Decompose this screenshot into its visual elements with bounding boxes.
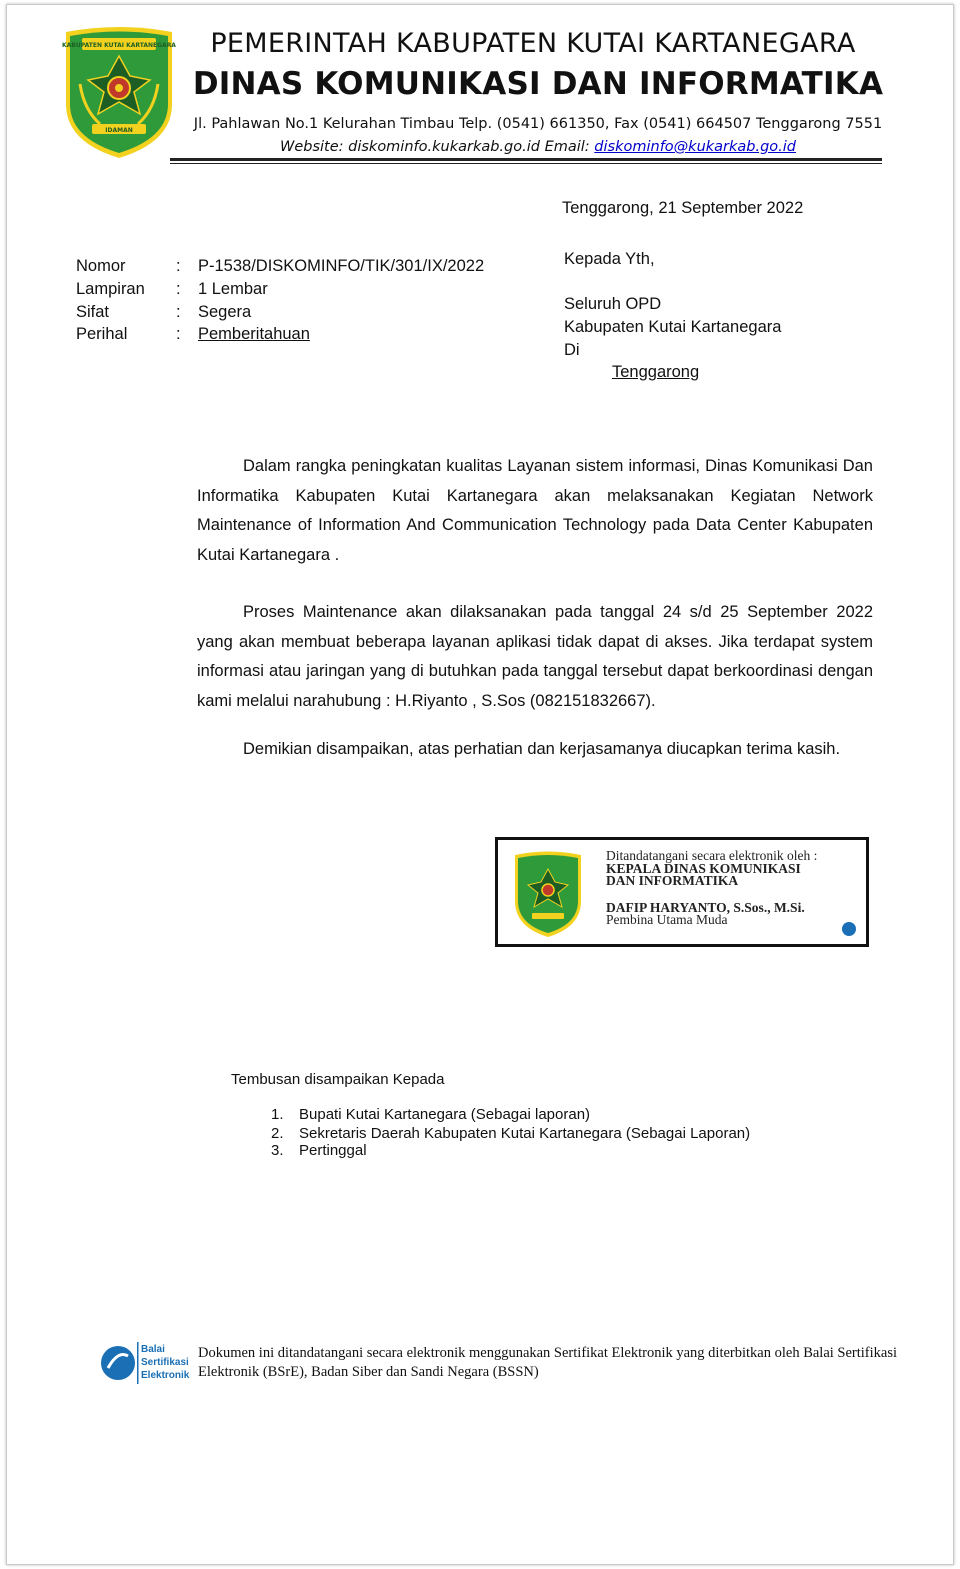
recipient-line-2: Kabupaten Kutai Kartanegara [564,318,782,336]
cc-item-number: 3. [271,1142,284,1159]
signature-line-3: DAN INFORMATIKA [606,873,739,888]
svg-text:IDAMAN: IDAMAN [105,127,133,134]
bsre-logo-line-1: Balai [141,1344,165,1355]
lampiran-value: 1 Lembar [198,280,268,298]
cc-item-number: 1. [271,1106,284,1123]
cc-item-number: 2. [271,1125,284,1142]
letter-date: Tenggarong, 21 September 2022 [562,199,804,217]
cc-heading: Tembusan disampaikan Kepada [231,1071,445,1088]
electronic-signature-box [495,837,869,947]
document-page [6,4,954,1565]
kutai-kartanegara-emblem [60,24,178,160]
body-paragraph-2: Proses Maintenance akan dilaksanakan pada tanggal 24 s/d 25 September 2022 yang akan membuat beberapa layanan aplikasi tidak dapat di akses. Jika terdapat system informasi atau jaringan yang di butuhkan pada tanggal tersebut dapat berkoordinasi dengan kami melalui narahubung : H.Riyanto , S.Sos (082151832667). [197,603,873,710]
body-paragraph-3: Demikian disampaikan, atas perhatian dan kerjasamanya diucapkan terima kasih. [243,740,841,758]
letterhead-contact [168,139,908,155]
bsre-logo-line-3: Elektronik [141,1370,190,1381]
signatory-name: DAFIP HARYANTO, S.Sos., M.Si. [606,899,805,915]
email-link[interactable]: diskominfo@kukarkab.go.id [594,139,797,155]
footer-disclaimer: Dokumen ini ditandatangani secara elektronik menggunakan Sertifikat Elektronik yang diterbitkan oleh Balai Sertifikasi Elektronik (BSrE), Badan Siber dan Sandi Negara (BSSN) [198,1345,898,1380]
letterhead-address: Jl. Pahlawan No.1 Kelurahan Timbau Telp. (0541) 661350, Fax (0541) 664507 Tenggarong 7551 [193,116,883,132]
svg-text:KABUPATEN KUTAI KARTANEGARA: KABUPATEN KUTAI KARTANEGARA [62,42,176,49]
colon: : [176,280,181,298]
sifat-value: Segera [198,303,252,321]
letterhead-rule-thick [170,158,882,161]
signatory-rank: Pembina Utama Muda [606,912,728,927]
recipient-salutation: Kepada Yth, [564,250,655,268]
nomor-label: Nomor [76,257,126,275]
colon: : [176,325,181,343]
cc-item-text: Sekretaris Daerah Kabupaten Kutai Kartanegara (Sebagai Laporan) [299,1125,751,1142]
bsre-logo [98,1338,198,1388]
body-paragraph-1: Dalam rangka peningkatan kualitas Layanan sistem informasi, Dinas Komunikasi Dan Informatika Kabupaten Kutai Kartanegara akan melaksanakan Kegiatan Network Maintenance of Information And Communication Technology pada Data Center Kabupaten Kutai Kartanegara . [197,457,873,564]
bsre-logo-line-2: Sertifikasi [141,1357,189,1368]
lampiran-label: Lampiran [76,280,145,298]
colon: : [176,257,181,275]
website-text: Website: diskominfo.kukarkab.go.id Email: [279,139,595,155]
recipient-city: Tenggarong [612,363,700,381]
sifat-label: Sifat [76,303,110,321]
letterhead-line-2: DINAS KOMUNIKASI DAN INFORMATIKA [192,66,884,102]
perihal-value: Pemberitahuan [198,325,310,343]
nomor-value: P-1538/DISKOMINFO/TIK/301/IX/2022 [198,257,485,275]
signature-text [606,850,861,927]
letterhead-line-1: PEMERINTAH KABUPATEN KUTAI KARTANEGARA [210,28,856,59]
recipient-line-1: Seluruh OPD [564,295,662,313]
recipient-line-3: Di [564,341,580,359]
colon: : [176,303,181,321]
letterhead-rule-thin [170,163,882,164]
verified-seal-icon [842,922,856,936]
perihal-label: Perihal [76,325,128,343]
signature-line-1: Ditandatangani secara elektronik oleh : [606,848,818,863]
cc-item-text: Pertinggal [299,1142,367,1159]
cc-item-text: Bupati Kutai Kartanegara (Sebagai laporan) [299,1106,591,1123]
kutai-kartanegara-emblem-small [512,849,584,939]
signature-line-2: KEPALA DINAS KOMUNIKASI [606,860,801,876]
